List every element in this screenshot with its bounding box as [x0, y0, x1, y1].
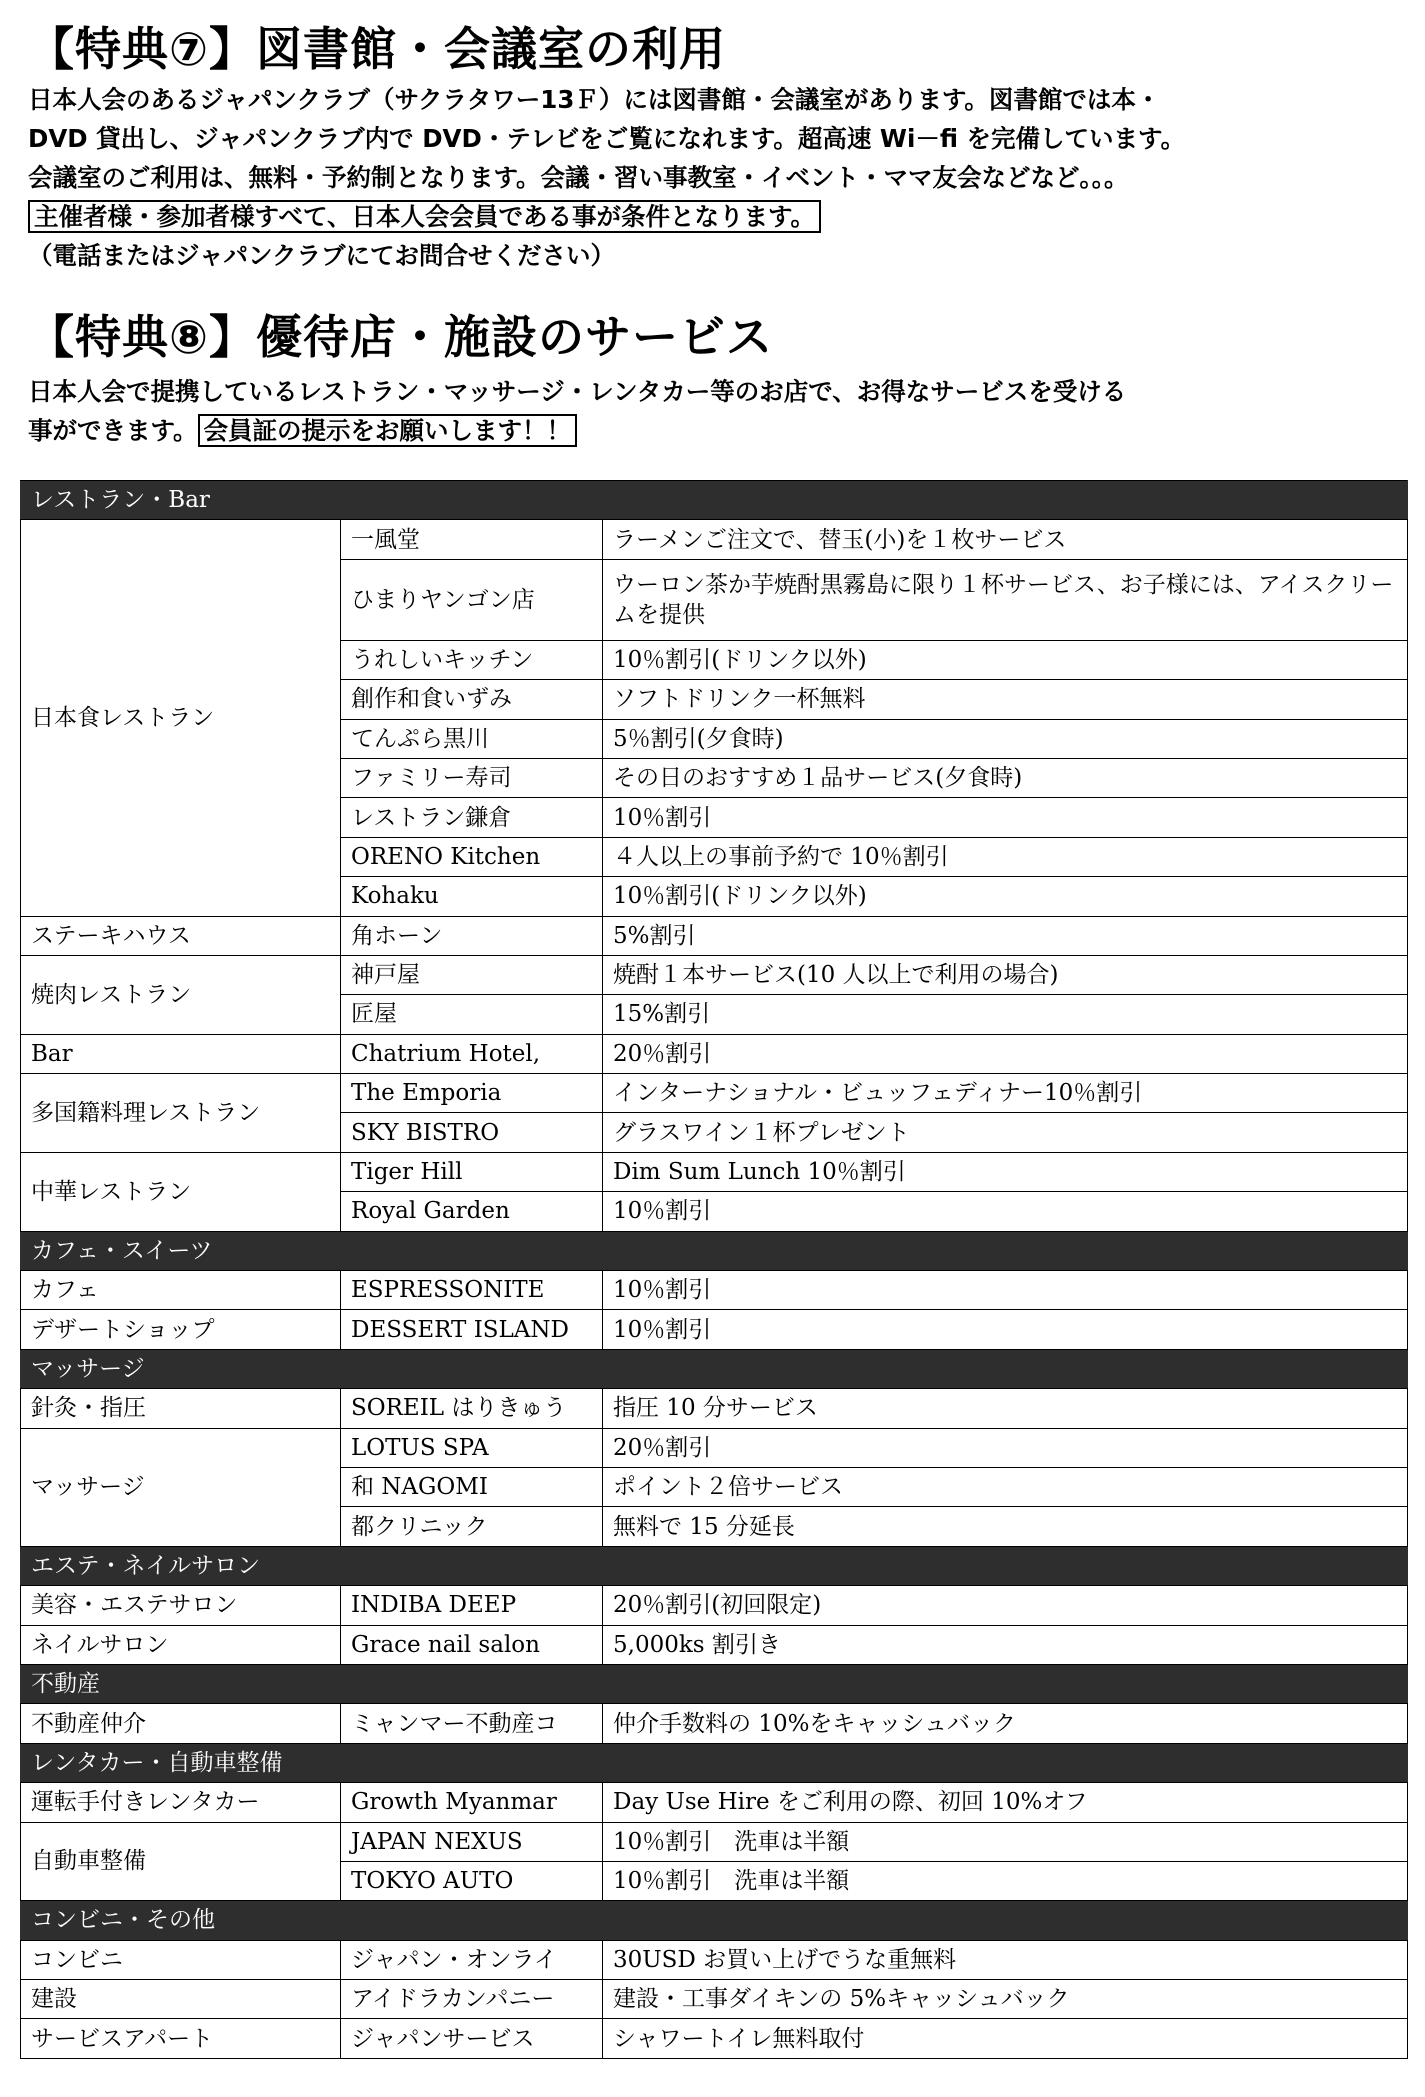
section7-line: 会議室のご利用は、無料・予約制となります。会議・習い事教室・イベント・ママ友会などなど。。。 — [28, 163, 1129, 192]
service-cell: 5,000ks 割引き — [603, 1625, 1408, 1664]
section8-line-prefix: 事ができます。 — [28, 416, 198, 445]
type-cell: マッサージ — [21, 1428, 341, 1546]
type-cell: 不動産仲介 — [21, 1704, 341, 1743]
shop-cell: 都クリニック — [341, 1507, 603, 1546]
service-cell: 15%割引 — [603, 995, 1408, 1034]
shop-cell: 神戸屋 — [341, 955, 603, 994]
shop-cell: うれしいキッチン — [341, 640, 603, 679]
service-cell: Dim Sum Lunch 10％割引 — [603, 1152, 1408, 1191]
service-cell: 10％割引 — [603, 1192, 1408, 1231]
shop-cell: ORENO Kitchen — [341, 837, 603, 876]
shop-cell: 角ホーン — [341, 916, 603, 955]
category-title: レンタカー・自動車整備 — [21, 1743, 1408, 1782]
type-cell: 美容・エステサロン — [21, 1586, 341, 1625]
shop-cell: 和 NAGOMI — [341, 1467, 603, 1506]
table-row — [21, 1271, 1408, 1310]
type-cell: カフェ — [21, 1271, 341, 1310]
section7-line: 日本人会のあるジャパンクラブ（サクラタワー13Ｆ）には図書館・会議室があります。図書館では本・ — [28, 85, 1161, 114]
shop-cell: SKY BISTRO — [341, 1113, 603, 1152]
service-cell: 20％割引 — [603, 1034, 1408, 1073]
type-cell: Bar — [21, 1034, 341, 1073]
shop-cell: アイドラカンパニー — [341, 1980, 603, 2019]
shop-cell: 匠屋 — [341, 995, 603, 1034]
shop-cell: Kohaku — [341, 877, 603, 916]
table-row — [21, 1625, 1408, 1664]
table-row — [21, 916, 1408, 955]
category-row — [21, 481, 1408, 520]
service-cell: 仲介手数料の 10%をキャッシュバック — [603, 1704, 1408, 1743]
category-row — [21, 1349, 1408, 1388]
service-cell: 指圧 10 分サービス — [603, 1389, 1408, 1428]
shop-cell: 一風堂 — [341, 520, 603, 559]
section7-line: DVD 貸出し、ジャパンクラブ内で DVD・テレビをご覧になれます。超高速 Wi－fi を完備しています。 — [28, 124, 1186, 153]
section8-heading: 【特典⑧】優待店・施設のサービス — [28, 310, 773, 364]
type-cell: 針灸・指圧 — [21, 1389, 341, 1428]
service-cell: ４人以上の事前予約で 10％割引 — [603, 837, 1408, 876]
service-cell: 建設・工事ダイキンの 5%キャッシュバック — [603, 1980, 1408, 2019]
shop-cell: レストラン鎌倉 — [341, 798, 603, 837]
shop-cell: JAPAN NEXUS — [341, 1822, 603, 1861]
category-title: マッサージ — [21, 1349, 1408, 1388]
category-title: レストラン・Bar — [21, 481, 1408, 520]
type-cell: 自動車整備 — [21, 1822, 341, 1901]
type-cell: 多国籍料理レストラン — [21, 1074, 341, 1153]
shop-cell: ジャパンサービス — [341, 2019, 603, 2058]
service-cell: 10％割引 — [603, 1271, 1408, 1310]
section7-note: （電話またはジャパンクラブにてお問合せください） — [28, 241, 616, 270]
section7-body — [28, 80, 1408, 275]
category-title: カフェ・スイーツ — [21, 1231, 1408, 1270]
service-cell: 20％割引(初回限定) — [603, 1586, 1408, 1625]
service-cell: 焼酎１本サービス(10 人以上で利用の場合) — [603, 955, 1408, 994]
type-cell: ネイルサロン — [21, 1625, 341, 1664]
service-cell: 10％割引 洗車は半額 — [603, 1861, 1408, 1900]
shop-cell: ミャンマー不動産コ — [341, 1704, 603, 1743]
table-row — [21, 1074, 1408, 1113]
shop-cell: TOKYO AUTO — [341, 1861, 603, 1900]
section7-condition-box: 主催者様・参加者様すべて、日本人会会員である事が条件となります。 — [28, 200, 821, 233]
table-row — [21, 1389, 1408, 1428]
type-cell: 中華レストラン — [21, 1152, 341, 1231]
category-row — [21, 1546, 1408, 1585]
shop-cell: Growth Myanmar — [341, 1783, 603, 1822]
service-cell: Day Use Hire をご利用の際、初回 10%オフ — [603, 1783, 1408, 1822]
type-cell: 焼肉レストラン — [21, 955, 341, 1034]
service-cell: ソフトドリンク一杯無料 — [603, 680, 1408, 719]
type-cell: 運転手付きレンタカー — [21, 1783, 341, 1822]
shop-cell: SOREIL はりきゅう — [341, 1389, 603, 1428]
service-cell: 20％割引 — [603, 1428, 1408, 1467]
service-cell: その日のおすすめ１品サービス(夕食時) — [603, 758, 1408, 797]
service-cell: グラスワイン１杯プレゼント — [603, 1113, 1408, 1152]
shop-cell: LOTUS SPA — [341, 1428, 603, 1467]
table-row — [21, 1428, 1408, 1467]
type-cell: デザートショップ — [21, 1310, 341, 1349]
shop-cell: Tiger Hill — [341, 1152, 603, 1191]
table-row — [21, 1940, 1408, 1979]
service-cell: 無料で 15 分延長 — [603, 1507, 1408, 1546]
shop-cell: The Emporia — [341, 1074, 603, 1113]
table-row — [21, 1586, 1408, 1625]
shop-cell: Grace nail salon — [341, 1625, 603, 1664]
table-row — [21, 1152, 1408, 1191]
service-cell: シャワートイレ無料取付 — [603, 2019, 1408, 2058]
category-row — [21, 1664, 1408, 1703]
section8-member-card-box: 会員証の提示をお願いします！！ — [198, 414, 578, 447]
category-row — [21, 1743, 1408, 1782]
service-cell: 5%割引 — [603, 916, 1408, 955]
type-cell: サービスアパート — [21, 2019, 341, 2058]
shop-cell: Chatrium Hotel, — [341, 1034, 603, 1073]
service-cell: 10％割引 — [603, 1310, 1408, 1349]
category-row — [21, 1231, 1408, 1270]
shop-cell: ESPRESSONITE — [341, 1271, 603, 1310]
shop-cell: 創作和食いずみ — [341, 680, 603, 719]
category-title: エステ・ネイルサロン — [21, 1546, 1408, 1585]
table-row — [21, 1783, 1408, 1822]
service-cell: 10％割引 洗車は半額 — [603, 1822, 1408, 1861]
shop-cell: DESSERT ISLAND — [341, 1310, 603, 1349]
table-row — [21, 1034, 1408, 1073]
partner-table — [20, 480, 1408, 2059]
service-cell: ポイント２倍サービス — [603, 1467, 1408, 1506]
table-row — [21, 1310, 1408, 1349]
type-cell: コンビニ — [21, 1940, 341, 1979]
shop-cell: てんぷら黒川 — [341, 719, 603, 758]
table-row — [21, 520, 1408, 559]
service-cell: 30USD お買い上げでうな重無料 — [603, 1940, 1408, 1979]
type-cell: 建設 — [21, 1980, 341, 2019]
table-row — [21, 955, 1408, 994]
shop-cell: Royal Garden — [341, 1192, 603, 1231]
table-row — [21, 1980, 1408, 2019]
type-cell: 日本食レストラン — [21, 520, 341, 916]
service-cell: ラーメンご注文で、替玉(小)を１枚サービス — [603, 520, 1408, 559]
type-cell: ステーキハウス — [21, 916, 341, 955]
shop-cell: ジャパン・オンライ — [341, 1940, 603, 1979]
service-cell: 10％割引(ドリンク以外) — [603, 877, 1408, 916]
category-row — [21, 1901, 1408, 1940]
shop-cell: INDIBA DEEP — [341, 1586, 603, 1625]
section8-body — [28, 372, 1408, 450]
service-cell: インターナショナル・ビュッフェディナー10％割引 — [603, 1074, 1408, 1113]
service-cell: ウーロン茶か芋焼酎黒霧島に限り１杯サービス、お子様には、アイスクリームを提供 — [603, 559, 1408, 640]
category-title: 不動産 — [21, 1664, 1408, 1703]
service-cell: 10％割引(ドリンク以外) — [603, 640, 1408, 679]
table-row — [21, 1704, 1408, 1743]
table-row — [21, 1822, 1408, 1861]
service-cell: 5％割引(夕食時) — [603, 719, 1408, 758]
table-row — [21, 2019, 1408, 2058]
service-cell: 10％割引 — [603, 798, 1408, 837]
category-title: コンビニ・その他 — [21, 1901, 1408, 1940]
shop-cell: ファミリー寿司 — [341, 758, 603, 797]
section7-heading: 【特典⑦】図書館・会議室の利用 — [28, 22, 726, 76]
shop-cell: ひまりヤンゴン店 — [341, 559, 603, 640]
section8-line: 日本人会で提携しているレストラン・マッサージ・レンタカー等のお店で、お得なサービスを受ける — [28, 377, 1127, 406]
